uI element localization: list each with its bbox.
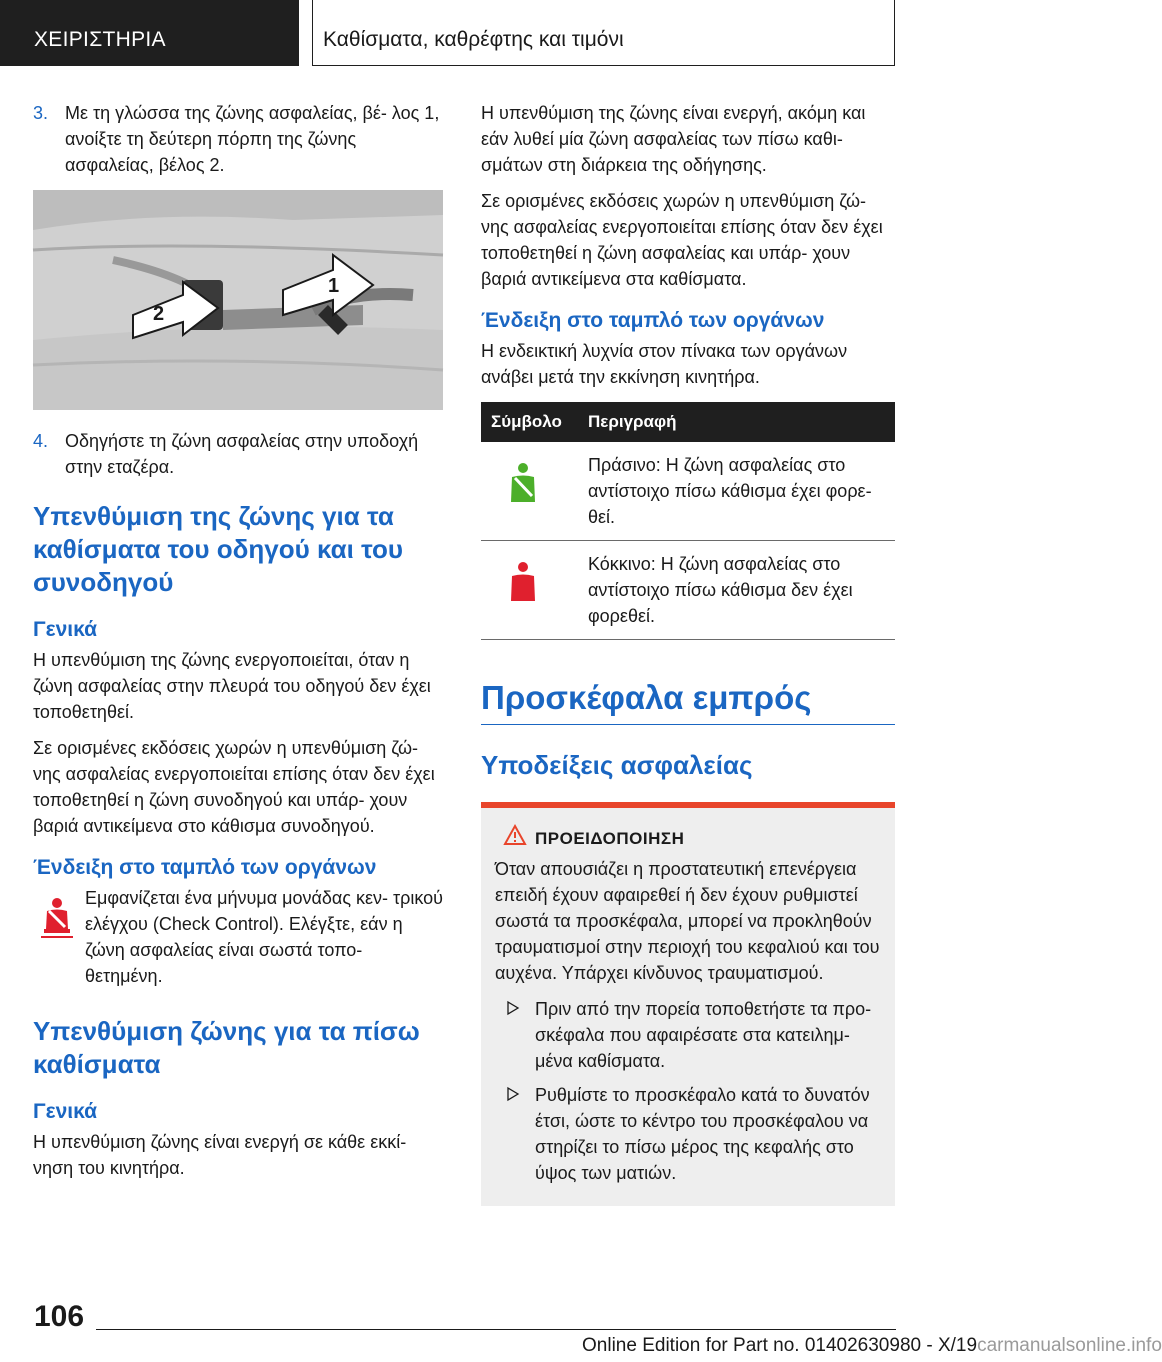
- seatbelt-illustration: [33, 190, 443, 410]
- step-number: 4.: [33, 431, 49, 451]
- warning-item: [507, 1082, 881, 1186]
- section-heading-front-headrests: Προσκέφαλα εμπρός: [481, 678, 895, 725]
- symbol-cell: [481, 442, 578, 541]
- subheading-general: Γενικά: [33, 618, 98, 641]
- paragraph: Σε ορισμένες εκδόσεις χωρών η υπενθύμιση ζώ- νης ασφαλείας ενεργοποιείται επίσης όταν δεν έχει τοποθετηθεί η ζώνη συνοδηγού και υπάρ- χουν βαριά αντικείμενα στο κάθισμα συνοδηγού.: [33, 738, 435, 836]
- subheading-instrument-display: Ένδειξη στο ταμπλό των οργάνων: [481, 309, 825, 332]
- subheading-instrument-display: Ένδειξη στο ταμπλό των οργάνων: [33, 856, 377, 879]
- subheading-general: Γενικά: [33, 1100, 98, 1123]
- warning-item-text: Ρυθμίστε το προσκέφαλο κατά το δυνατόν έτσι, ώστε το κέντρο του προσκέφαλου να στηρίζει το πίσω μέρος της κεφαλής στο ύψος των ματιών.: [535, 1085, 870, 1183]
- warning-text: Όταν απουσιάζει η προστατευτική επενέργεια επειδή έχουν αφαιρεθεί ή δεν έχουν ρυθμιστεί σωστά τα προσκέφαλα, μπορεί να προκληθούν τραυματισμοί στην περιοχή του κεφαλιού και του αυχένα. Υπάρχει κίνδυνος τραυματισμού.: [495, 859, 880, 983]
- footer-divider: [96, 1329, 896, 1330]
- page-number: 106: [34, 1300, 85, 1333]
- column-header-description: Περιγραφή: [578, 402, 895, 442]
- warning-box: [481, 802, 895, 1206]
- table-row: [481, 541, 895, 640]
- paragraph: Η υπενθύμιση της ζώνης είναι ενεργή, ακόμη και εάν λυθεί μία ζώνη ασφαλείας των πίσω καθι- σμάτων στη διάρκεια της οδήγησης.: [481, 103, 866, 175]
- chapter-title: ΧΕΙΡΙΣΤΗΡΙΑ: [0, 0, 299, 66]
- warning-item-text: Πριν από την πορεία τοποθετήστε τα προ- σκέφαλα που αφαιρέσατε στα κατειλημ- μένα καθίσματα.: [535, 999, 872, 1071]
- arrow-label-2: 2: [153, 303, 165, 325]
- page-header: [0, 0, 960, 66]
- step-3: [33, 100, 443, 178]
- check-control-row: [33, 885, 443, 989]
- watermark-text: carmanualsonline.info: [977, 1335, 1162, 1356]
- warning-item: [507, 996, 881, 1074]
- footer: [582, 1335, 1162, 1357]
- left-column: [33, 100, 443, 1191]
- seatbelt-warning-icon: [41, 897, 73, 939]
- description-cell: Κόκκινο: Η ζώνη ασφαλείας στο αντίστοιχο πίσω κάθισμα δεν έχει φορεθεί.: [578, 541, 895, 640]
- warning-title-row: [535, 826, 881, 852]
- symbol-cell: [481, 541, 578, 640]
- seatbelt-green-icon: [507, 462, 539, 506]
- step-4: [33, 428, 443, 480]
- step-number: 3.: [33, 103, 49, 123]
- table-header-row: [481, 402, 895, 442]
- heading-rear-seat-reminder: Υπενθύμιση ζώνης για τα πίσω καθίσματα: [33, 1016, 420, 1079]
- paragraph: Η υπενθύμιση ζώνης είναι ενεργή σε κάθε εκκί- νηση του κινητήρα.: [33, 1132, 407, 1178]
- edition-text: Online Edition for Part no. 01402630980 - X/19: [582, 1335, 978, 1356]
- paragraph: Η ενδεικτική λυχνία στον πίνακα των οργάνων ανάβει μετά την εκκίνηση κινητήρα.: [481, 341, 848, 387]
- column-header-symbol: Σύμβολο: [481, 402, 578, 442]
- step-text: Οδηγήστε τη ζώνη ασφαλείας στην υποδοχή στην εταζέρα.: [65, 431, 419, 477]
- right-column: [481, 100, 895, 1206]
- arrow-label-1: 1: [328, 275, 340, 297]
- check-control-text: Εμφανίζεται ένα μήνυμα μονάδας κεν- τρικού ελέγχου (Check Control). Ελέγξτε, εάν η ζώνη ασφαλείας είναι σωστά τοπο- θετημένη.: [85, 888, 444, 986]
- bullet-arrow-icon: [507, 1001, 519, 1015]
- section-title: Καθίσματα, καθρέφτης και τιμόνι: [312, 0, 895, 66]
- heading-safety-notes: Υποδείξεις ασφαλείας: [481, 750, 753, 780]
- symbol-table: [481, 402, 895, 640]
- seatbelt-red-icon: [507, 561, 539, 605]
- table-row: [481, 442, 895, 541]
- description-cell: Πράσινο: Η ζώνη ασφαλείας στο αντίστοιχο πίσω κάθισμα έχει φορε- θεί.: [578, 442, 895, 541]
- paragraph: Σε ορισμένες εκδόσεις χωρών η υπενθύμιση ζώ- νης ασφαλείας ενεργοποιείται επίσης όταν δεν έχει τοποθετηθεί η ζώνη ασφαλείας και υπάρ- χουν βαριά αντικείμενα στα καθίσματα.: [481, 191, 883, 289]
- warning-title: ΠΡΟΕΙΔΟΠΟΙΗΣΗ: [535, 829, 685, 848]
- heading-front-seat-reminder: Υπενθύμιση της ζώνης για τα καθίσματα του οδηγού και του συνοδηγού: [33, 501, 403, 597]
- paragraph: Η υπενθύμιση της ζώνης ενεργοποιείται, όταν η ζώνη ασφαλείας στην πλευρά του οδηγού δεν έχει τοποθετηθεί.: [33, 650, 431, 722]
- warning-triangle-icon: [503, 824, 527, 846]
- bullet-arrow-icon: [507, 1087, 519, 1101]
- step-text: Με τη γλώσσα της ζώνης ασφαλείας, βέ- λος 1, ανοίξτε τη δεύτερη πόρπη της ζώνης ασφαλείας, βέλος 2.: [65, 103, 440, 175]
- seatbelt-figure: [33, 190, 443, 410]
